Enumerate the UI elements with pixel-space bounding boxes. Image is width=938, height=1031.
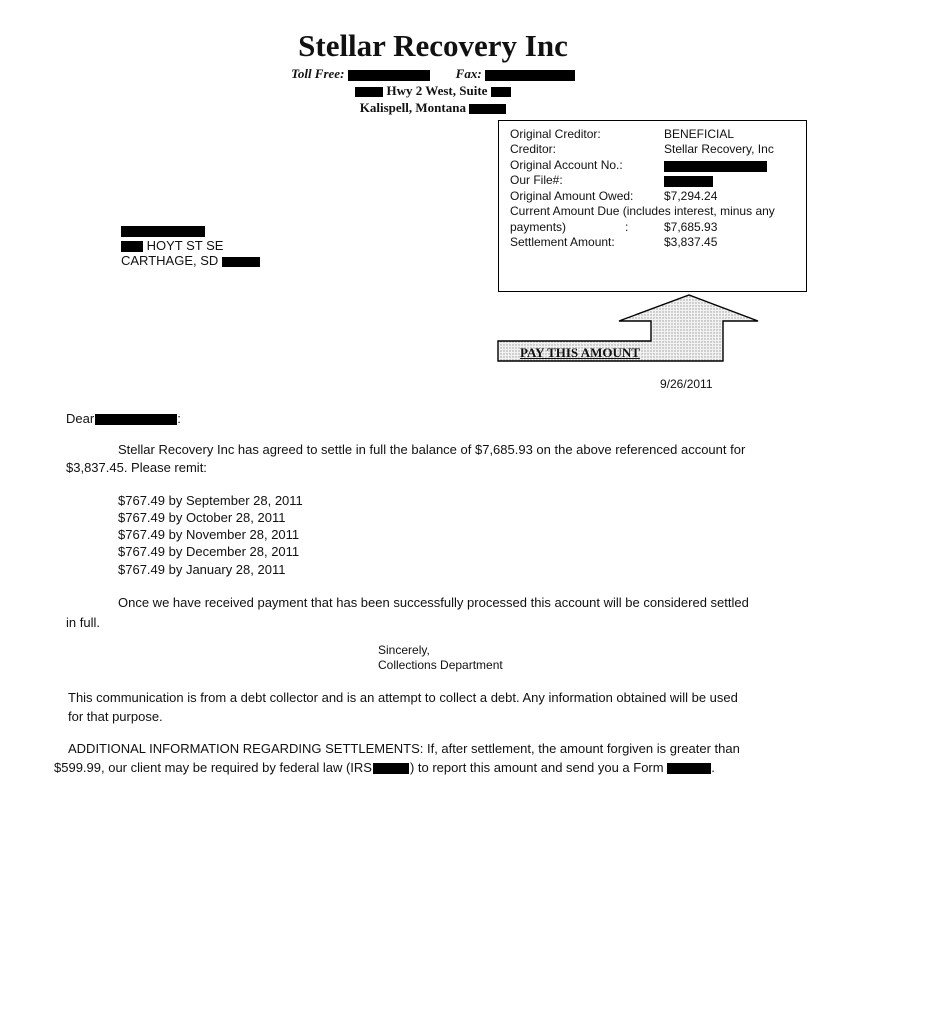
settled-paragraph-line1: Once we have received payment that has been successfully processed this account will be considered settled — [118, 595, 749, 610]
fax-label: Fax: — [455, 66, 482, 81]
current-due-label-cont: payments) — [510, 220, 567, 234]
redacted-form-number — [667, 763, 711, 774]
payment-item: $767.49 by January 28, 2011 — [118, 562, 286, 577]
our-file-label: Our File#: — [510, 173, 563, 187]
original-account-label: Original Account No.: — [510, 158, 623, 172]
disclosure-line1: This communication is from a debt collector and is an attempt to collect a debt. Any information obtained will be used — [68, 690, 738, 705]
redacted-fax — [485, 70, 575, 81]
current-due-label: Current Amount Due (includes interest, minus any — [510, 204, 775, 218]
payment-item: $767.49 by November 28, 2011 — [118, 527, 300, 542]
additional-info-text-b: ) to report this amount and send you a Form — [409, 760, 664, 775]
city-line — [0, 100, 866, 116]
settlement-label: Settlement Amount: — [510, 235, 615, 249]
letterhead-city: Kalispell, Montana — [359, 100, 466, 115]
settlement-paragraph-line1: Stellar Recovery Inc has agreed to settle in full the balance of $7,685.93 on the above referenced account for — [118, 442, 746, 457]
additional-info-text-a: $599.99, our client may be required by federal law (IRS — [54, 760, 372, 775]
redacted-account-number — [664, 159, 767, 173]
redacted-recipient-zip — [222, 257, 260, 267]
redacted-zip — [469, 104, 506, 114]
redacted-debtor-name — [95, 414, 177, 425]
disclosure-line2: for that purpose. — [68, 709, 163, 724]
salutation: Dear : — [66, 411, 181, 426]
street-line — [0, 83, 866, 99]
original-amount-value: $7,294.24 — [664, 189, 718, 203]
letterhead-street: Hwy 2 West, Suite — [386, 83, 488, 98]
additional-info-line2 — [54, 759, 715, 776]
account-info-box — [498, 120, 807, 292]
settlement-value: $3,837.45 — [664, 235, 718, 249]
additional-info-line1: ADDITIONAL INFORMATION REGARDING SETTLEMENTS: If, after settlement, the amount forgiven is greater than — [68, 741, 740, 756]
redacted-phone — [348, 70, 430, 81]
closing: Sincerely, — [378, 643, 430, 657]
creditor-value: Stellar Recovery, Inc — [664, 142, 774, 156]
contact-line — [0, 66, 866, 82]
payment-item: $767.49 by December 28, 2011 — [118, 544, 300, 559]
original-amount-label: Original Amount Owed: — [510, 189, 634, 203]
settlement-paragraph-line2: $3,837.45. Please remit: — [66, 460, 207, 475]
redacted-house-number — [121, 241, 143, 252]
company-name: Stellar Recovery Inc — [298, 28, 568, 63]
pay-this-amount-label: PAY THIS AMOUNT — [520, 345, 640, 360]
additional-info-text-c: . — [711, 760, 715, 775]
redacted-street-number — [355, 87, 383, 97]
salutation-text: Dear — [66, 411, 95, 426]
creditor-label: Creditor: — [510, 142, 557, 156]
redacted-irs-code — [373, 763, 409, 774]
payment-item: $767.49 by September 28, 2011 — [118, 493, 303, 508]
letter-date: 9/26/2011 — [660, 377, 713, 391]
recipient-address — [121, 223, 260, 268]
original-creditor-value: BENEFICIAL — [664, 127, 735, 141]
recipient-city: CARTHAGE, SD — [121, 253, 219, 268]
redacted-file-number — [664, 174, 713, 188]
department: Collections Department — [378, 658, 503, 672]
current-due-colon: : — [625, 220, 629, 234]
original-creditor-label: Original Creditor: — [510, 127, 601, 141]
current-due-value: $7,685.93 — [664, 220, 718, 234]
settled-paragraph-line2: in full. — [66, 615, 100, 630]
redacted-suite — [491, 87, 511, 97]
payment-item: $767.49 by October 28, 2011 — [118, 510, 286, 525]
recipient-street: HOYT ST SE — [146, 238, 224, 253]
toll-free-label: Toll Free: — [291, 66, 345, 81]
redacted-recipient-name — [121, 226, 205, 237]
